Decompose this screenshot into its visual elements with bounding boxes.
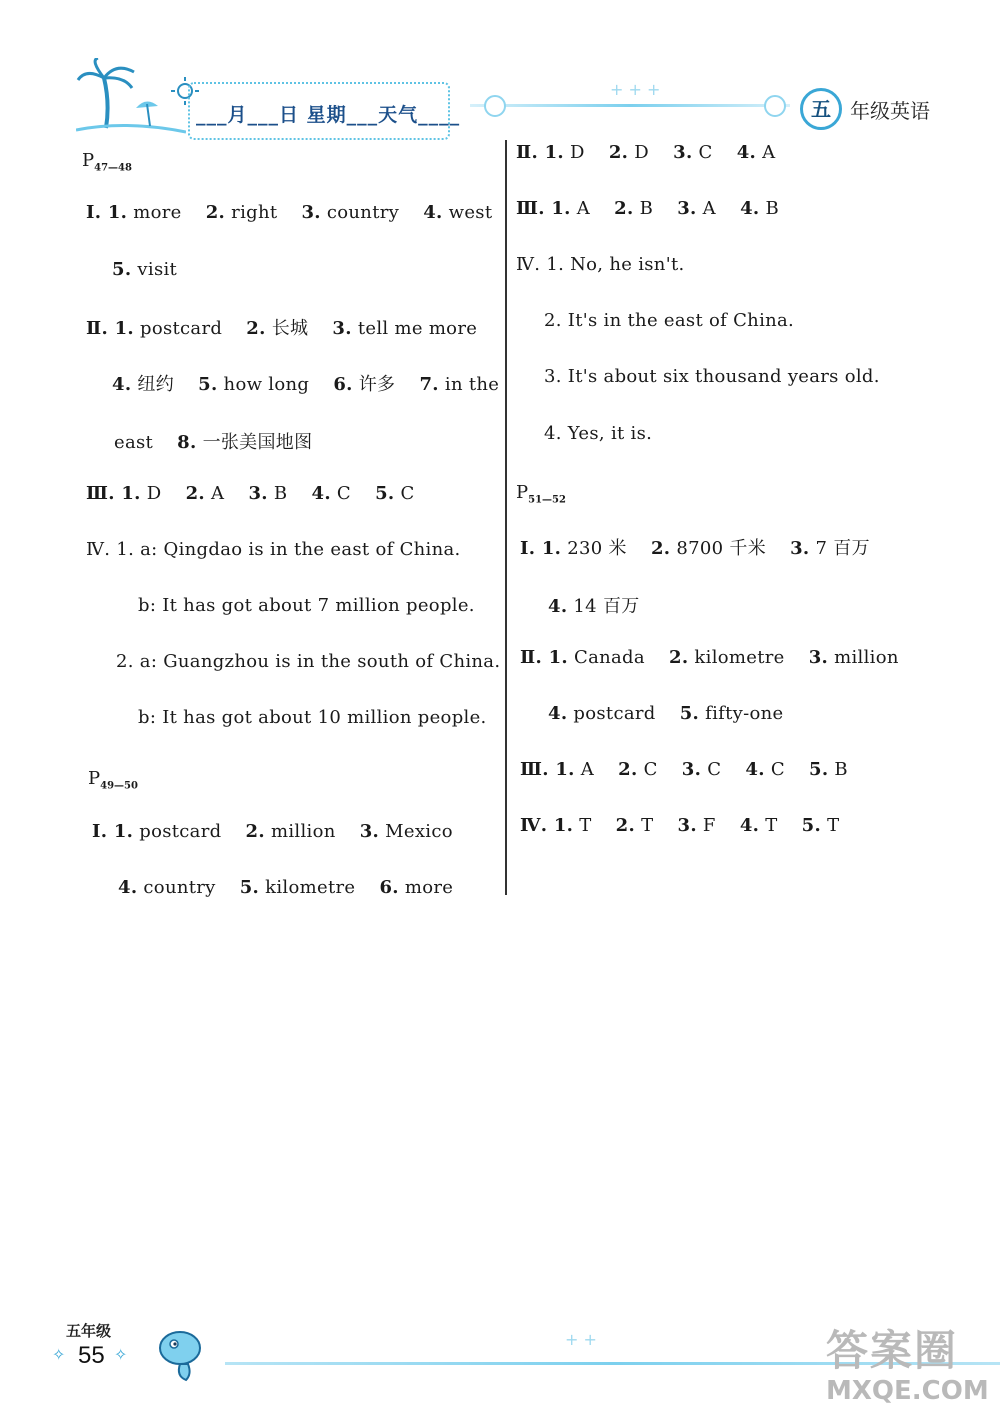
answer-line: 4. country 5. kilometre 6. more xyxy=(118,877,454,898)
answer-line: 4. postcard 5. fifty-one xyxy=(548,703,784,724)
answer-line: Ⅲ. 1. D 2. A 3. B 4. C 5. C xyxy=(86,483,415,504)
decorative-circle xyxy=(484,95,506,117)
diamond-icon: ✧ xyxy=(52,1345,66,1364)
watermark-url: MXQE.COM xyxy=(826,1376,989,1406)
answer-line: Ⅲ. 1. A 2. C 3. C 4. C 5. B xyxy=(520,759,848,780)
answer-line: Ⅳ. 1. T 2. T 3. F 4. T 5. T xyxy=(520,815,840,836)
section-heading: $P_{47—48}$ xyxy=(82,150,132,174)
answer-line: Ⅰ. 1. more 2. right 3. country 4. west xyxy=(86,202,493,223)
header-decorative-line xyxy=(470,104,790,107)
section-heading: $P_{51—52}$ xyxy=(516,482,566,506)
answer-line: b: It has got about 10 million people. xyxy=(138,707,487,728)
answer-line: 2. a: Guangzhou is in the south of China. xyxy=(116,651,501,672)
answer-line: east 8. 一张美国地图 xyxy=(114,432,313,453)
decorative-plus-icon: + + xyxy=(565,1330,597,1349)
answer-line: 3. It's about six thousand years old. xyxy=(544,366,880,387)
answer-line: b: It has got about 7 million people. xyxy=(138,595,475,616)
decorative-plus-icon: + + + xyxy=(610,80,661,99)
answer-line: Ⅱ. 1. Canada 2. kilometre 3. million xyxy=(520,647,899,668)
answer-line: Ⅳ. 1. No, he isn't. xyxy=(516,254,685,275)
section-heading: $P_{49—50}$ xyxy=(88,768,138,792)
cartoon-fish-icon xyxy=(150,1322,212,1384)
page-number: 55 xyxy=(78,1342,105,1369)
answer-line: 4. Yes, it is. xyxy=(544,423,653,444)
column-divider xyxy=(505,140,507,895)
answer-line: 5. visit xyxy=(112,259,178,280)
answer-line: 2. It's in the east of China. xyxy=(544,310,795,331)
answer-line: 4. 14 百万 xyxy=(548,596,640,617)
answer-line: Ⅰ. 1. 230 米 2. 8700 千米 3. 7 百万 xyxy=(520,538,870,559)
grade-badge: 五 xyxy=(800,88,842,130)
footer-grade-label: 五年级 xyxy=(66,1322,112,1340)
answer-line: Ⅳ. 1. a: Qingdao is in the east of China. xyxy=(86,539,461,560)
subject-title: 年级英语 xyxy=(850,99,930,123)
answer-line: Ⅱ. 1. postcard 2. 长城 3. tell me more xyxy=(86,318,478,339)
answer-line: 4. 纽约 5. how long 6. 许多 7. in the xyxy=(112,374,500,395)
decorative-circle xyxy=(764,95,786,117)
watermark-logo: 答案圈 xyxy=(826,1326,959,1375)
answer-line: Ⅲ. 1. A 2. B 3. A 4. B xyxy=(516,198,780,219)
answer-line: Ⅰ. 1. postcard 2. million 3. Mexico xyxy=(92,821,453,842)
date-weather-fields: ___月___日 星期___天气____ xyxy=(196,104,461,126)
diamond-icon: ✧ xyxy=(114,1345,128,1364)
answer-line: Ⅱ. 1. D 2. D 3. C 4. A xyxy=(516,142,776,163)
